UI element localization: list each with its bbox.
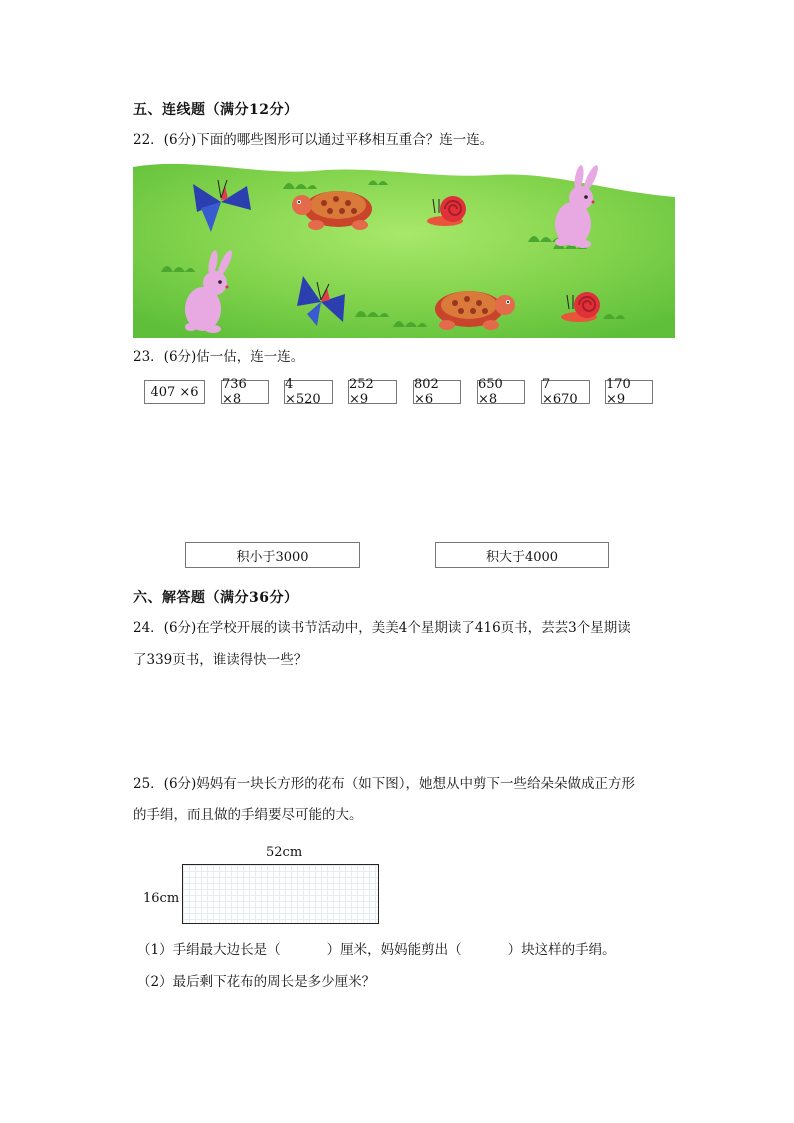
cloth-rectangle-diagram	[182, 864, 379, 924]
expression-box[interactable]: 650 ×8	[477, 380, 525, 404]
question-25-sub-2: （2）最后剩下花布的周长是多少厘米？	[137, 974, 376, 990]
question-25-line-2: 的手绢，而且做的手绢要尽可能的大。	[133, 807, 363, 823]
section-5-heading: 五、连线题（满分12分）	[133, 102, 299, 118]
expression-box[interactable]: 170 ×9	[605, 380, 653, 404]
sub-1-part-c: ）块这样的手绢。	[507, 942, 616, 958]
question-25-line-1: 25．(6分)妈妈有一块长方形的花布（如下图），她想从中剪下一些给朵朵做成正方形	[133, 776, 636, 792]
sub-1-part-b: ）厘米，妈妈能剪出（	[326, 942, 462, 958]
translation-scene-illustration	[133, 157, 675, 338]
expression-box[interactable]: 4 ×520	[284, 380, 333, 404]
expression-box[interactable]: 7 ×670	[541, 380, 590, 404]
expression-box[interactable]: 407 ×6	[144, 380, 205, 404]
question-23-text: 23．(6分)估一估，连一连。	[133, 349, 305, 365]
sub-1-part-a: （1）手绢最大边长是（	[137, 942, 281, 958]
width-label: 52cm	[266, 845, 303, 860]
result-box-greater-than-4000[interactable]: 积大于4000	[435, 542, 609, 568]
result-box-less-than-3000[interactable]: 积小于3000	[185, 542, 360, 568]
question-24-line-1: 24．(6分)在学校开展的读书节活动中，美美4个星期读了416页书，芸芸3个星期读	[133, 620, 631, 636]
expression-box[interactable]: 736 ×8	[221, 380, 269, 404]
section-6-heading: 六、解答题（满分36分）	[133, 590, 299, 606]
expression-box[interactable]: 252 ×9	[348, 380, 397, 404]
expression-box[interactable]: 802 ×6	[413, 380, 461, 404]
question-25-sub-1	[137, 940, 616, 960]
question-24-line-2: 了339页书，谁读得快一些？	[133, 652, 308, 668]
height-label: 16cm	[143, 891, 180, 906]
question-22-text: 22．(6分)下面的哪些图形可以通过平移相互重合？连一连。	[133, 132, 494, 148]
